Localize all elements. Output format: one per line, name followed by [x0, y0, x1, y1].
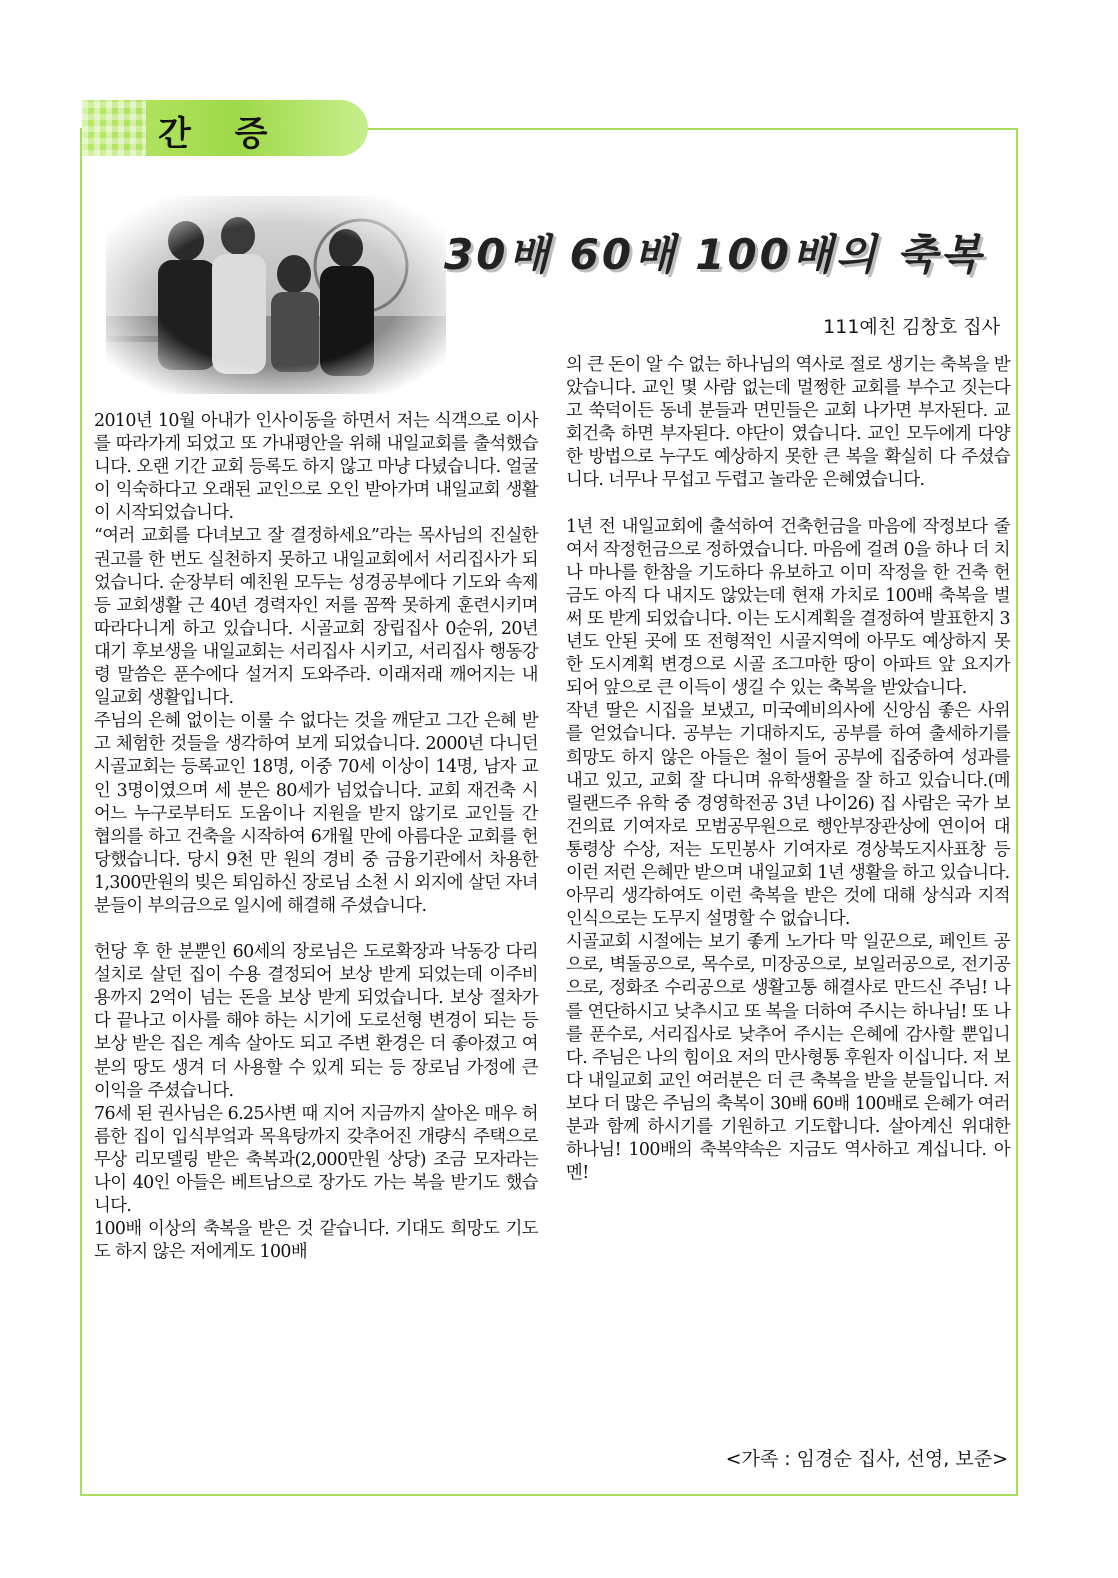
- paragraph: 주님의 은혜 없이는 이룰 수 없다는 것을 깨닫고 그간 은혜 받고 체험한 것들을 생각하여 보게 되었습니다. 2000년 다니던 시골교회는 등록교인 18명, 이중 70세 이상이 14명, 남자 교인 3명이였으며 세 분은 80세가 넘었습니다. 교회 재건축 시 어느 누구로부터도 도움이나 지원을 받지 않기로 교인들 간 협의를 하고 건축을 시작하여 6개월 만에 아름다운 교회를 헌당했습니다. 당시 9천 만 원의 경비 중 금융기관에서 차용한 1,300만원의 빚은 퇴임하신 장로님 소천 시 외지에 살던 자녀분들이 부의금으로 일시에 해결해 주셨습니다.: [94, 711, 538, 916]
- family-photo: [106, 196, 446, 394]
- paragraph: 76세 된 권사님은 6.25사변 때 지어 지금까지 살아온 매우 허름한 집이 입식부엌과 목욕탕까지 갖추어진 개량식 주택으로 무상 리모델링 받은 축복과(2,000만원 상당) 조금 모자라는 나이 40인 아들은 베트남으로 장가도 가는 복을 받기도 했습니다.: [94, 1103, 538, 1217]
- paragraph: 헌당 후 한 분뿐인 60세의 장로님은 도로확장과 낙동강 다리 설치로 살던 집이 수용 결정되어 보상 받게 되었는데 이주비용까지 2억이 넘는 돈을 보상 받게 되었습니다. 보상 절차가 다 끝나고 이사를 해야 하는 시기에 도로선형 변경이 되는 등 보상 받은 집은 계속 살아도 되고 주변 환경은 더 좋아졌고 여분의 땅도 생겨 더 사용할 수 있게 되는 등 장로님 가정에 큰 이익을 주셨습니다.: [94, 942, 538, 1101]
- left-column: [94, 410, 538, 1264]
- section-title: 간 증: [158, 114, 284, 154]
- paragraph: 시골교회 시절에는 보기 좋게 노가다 막 일꾼으로, 페인트 공으로, 벽돌공으로, 목수로, 미장공으로, 보일러공으로, 전기공으로, 정화조 수리공으로 생활고통 해결사로 만드신 주님! 나를 연단하시고 낮추시고 또 복을 더하여 주시는 하나님! 또 나를 푼수로, 서리집사로 낮추어 주시는 은혜에 감사할 뿐입니다. 주님은 나의 힘이요 저의 만사형통 후원자 이십니다. 저 보다 내일교회 교인 여러분은 더 큰 축복을 받을 분들입니다. 저 보다 더 많은 주님의 축복이 30배 60배 100배로 은혜가 여러분과 함께 하시기를 기원하고 기도합니다. 살아계신 위대한 하나님! 100배의 축복약속은 지금도 역사하고 계십니다. 아멘!: [566, 932, 1010, 1184]
- paragraph: 2010년 10월 아내가 인사이동을 하면서 저는 식객으로 이사를 따라가게 되었고 또 가내평안을 위해 내일교회를 출석했습니다. 오랜 기간 교회 등록도 하지 않고 마냥 다녔습니다. 얼굴이 익숙하다고 오래된 교인으로 오인 받아가며 내일교회 생활이 시작되었습니다.: [94, 411, 538, 524]
- paragraph: 100배 이상의 축복을 받은 것 같습니다. 기대도 희망도 기도도 하지 않은 저에게도 100배: [94, 1219, 538, 1263]
- paragraph: “여러 교회를 다녀보고 잘 결정하세요”라는 목사님의 진실한 권고를 한 번도 실천하지 못하고 내일교회에서 서리집사가 되었습니다. 순장부터 예친원 모두는 성경공부에다 기도와 속제 등 교회생활 근 40년 경력자인 저를 꼼짝 못하게 훈련시키며 따라다니게 하고 있습니다. 시골교회 장립집사 0순위, 20년 대기 후보생을 내일교회는 서리집사 시키고, 서리집사 행동강령 말씀은 푼수에다 설거지 도와주라. 이래저래 깨어지는 내일교회 생활입니다.: [94, 526, 538, 709]
- byline: 111예친 김창호 집사: [823, 316, 1000, 338]
- right-column: [566, 354, 1010, 1185]
- paragraph: 아무리 생각하여도 이런 축복을 받은 것에 대해 상식과 지적 인식으로는 도무지 설명할 수 없습니다.: [566, 886, 1010, 930]
- paragraph: 의 큰 돈이 알 수 없는 하나님의 역사로 절로 생기는 축복을 받았습니다. 교인 몇 사람 없는데 멀쩡한 교회를 부수고 짓는다고 쑥덕이든 동네 분들과 면민들은 교회 나가면 부자된다. 교회건축 하면 부자된다. 야단이 였습니다. 교인 모두에게 다양한 방법으로 누구도 예상하지 못한 큰 복을 확실히 다 주셨습니다. 너무나 무섭고 두렵고 놀라운 은혜였습니다.: [566, 355, 1010, 491]
- family-note: <가족 : 임경순 집사, 선영, 보준>: [725, 1448, 1008, 1470]
- article-title: 30배 60배 100배의 축복: [444, 230, 984, 279]
- paragraph: 작년 딸은 시집을 보냈고, 미국예비의사에 신앙심 좋은 사위를 얻었습니다. 공부는 기대하지도, 공부를 하여 출세하기를 희망도 하지 않은 아들은 철이 들어 공부에 집중하여 성과를 내고 있고, 교회 잘 다니며 유학생활을 잘 하고 있습니다.(메릴랜드주 유학 중 경영학전공 3년 나이26) 집 사람은 국가 보건의료 기여자로 모범공무원으로 행안부장관상에 연이어 대통령상 수상, 저는 도민봉사 기여자로 경상북도지사표창 등 이런 저런 은혜만 받으며 내일교회 1년 생활을 하고 있습니다.: [566, 701, 1010, 883]
- paragraph: 1년 전 내일교회에 출석하여 건축헌금을 마음에 작정보다 줄여서 작정헌금으로 정하였습니다. 마음에 걸려 0을 하나 더 치나 마나를 한참을 기도하다 유보하고 이미 작정을 한 건축 헌금도 아직 다 내지도 않았는데 현재 가치로 100배 축복을 벌써 또 받게 되었습니다. 이는 도시계획을 결정하여 발표한지 3년도 안된 곳에 또 전형적인 시골지역에 아무도 예상하지 못한 도시계획 변경으로 시골 조그마한 땅이 아파트 앞 요지가 되어 앞으로 큰 이득이 생길 수 있는 축복을 받았습니다.: [566, 516, 1010, 699]
- section-tab-pattern: [82, 100, 146, 156]
